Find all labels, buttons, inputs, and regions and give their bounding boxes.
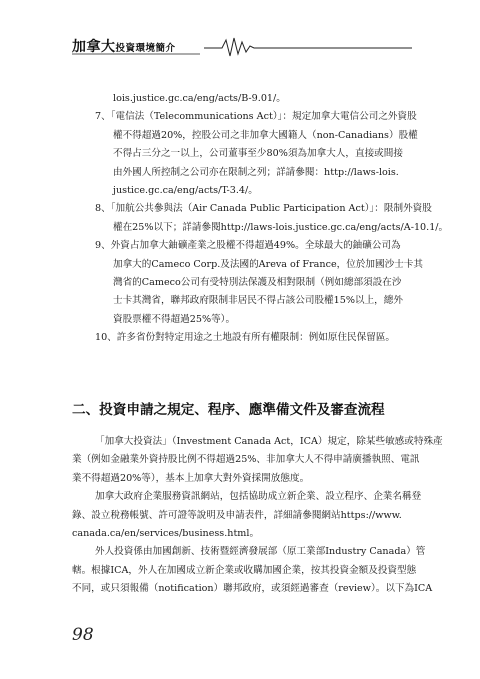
section-heading: 二、投資申請之規定、程序、應準備文件及審查流程 [72,402,385,418]
paragraph-3-line-1: 外人投資係由加國創新、技術暨經濟發展部（原工業部Industry Canada）管 [95,546,426,558]
paragraph-3-line-2: 轄。根據ICA，外人在加國成立新企業或收購加國企業，按其投資金額及投資型態 [72,564,417,576]
page-number: 98 [72,625,94,645]
item-7-line-3: 不得占三分之一以上，公司董事至少80%須為加拿大人，直接或間接 [113,148,403,160]
item-6-tail: lois.justice.gc.ca/eng/acts/B-9.01/。 [113,93,286,104]
numbered-list [72,90,449,348]
item-7-line-5: justice.gc.ca/eng/acts/T-3.4/。 [113,185,258,197]
paragraph-2-line-3: canada.ca/en/services/business.html。 [72,528,260,540]
paragraph-1-line-2: 業（例如金融業外資持股比例不得超過25%、非加拿大人不得申請廣播執照、電訊 [72,454,420,466]
item-8-line-2: 權在25%以下；詳請參閱http://laws-lois.justice.gc.ca/eng/acts/A-10.1/。 [113,221,449,233]
paragraph-2-line-1: 加拿大政府企業服務資訊網站，包括協助成立新企業、設立程序、企業名稱登 [95,491,422,503]
item-7-line-1: 7、「電信法（Telecommunications Act）」：規定加拿大電信公司之外資股 [95,111,417,123]
header-heartbeat-line [72,34,412,60]
paragraph-3-line-3: 不同，或只須報備（notification）聯邦政府，或須經過審查（review）。以下為ICA [72,583,433,595]
body-paragraphs [72,433,443,599]
item-7-line-2: 權不得超過20%，控股公司之非加拿大國籍人（non-Canadians）股權 [113,129,418,141]
item-8-line-1: 8、「加航公共參與法（Air Canada Public Participation Act）」：限制外資股 [95,203,432,215]
paragraph-2-line-2: 錄、設立稅務帳號、許可證等說明及申請表件，詳細請參閱網站https://www. [72,509,402,521]
item-7-line-4: 由外國人所控制之公司亦在限制之列；詳請參閱：http://laws-lois. [113,166,399,178]
item-9-line-2: 加拿大的Cameco Corp.及法國的Areva of France，位於加國沙士卡其 [113,258,423,270]
header-title-sub: 投資環境簡介 [115,43,176,54]
item-9-line-3: 灣省的Cameco公司有受特別法保護及相對限制（例如總部須設在沙 [113,277,402,289]
header-title-main: 加拿大 [72,39,116,55]
item-9-line-4: 士卡其灣省，聯邦政府限制非居民不得占該公司股權15%以上，總外 [113,295,403,307]
item-9-line-1: 9、外資占加拿大鈾礦產業之股權不得超過49%。全球最大的鈾礦公司為 [95,240,401,252]
item-9-line-5: 資股票權不得超過25%等）。 [113,313,236,325]
item-10: 10、許多省份對特定用途之土地設有所有權限制：例如原住民保留區。 [95,332,396,344]
paragraph-1-line-1: 「加拿大投資法」（Investment Canada Act，ICA）規定，除某些敏感或特殊產 [95,436,443,447]
paragraph-1-line-3: 業不得超過20%等），基本上加拿大對外資採開放態度。 [72,472,310,484]
